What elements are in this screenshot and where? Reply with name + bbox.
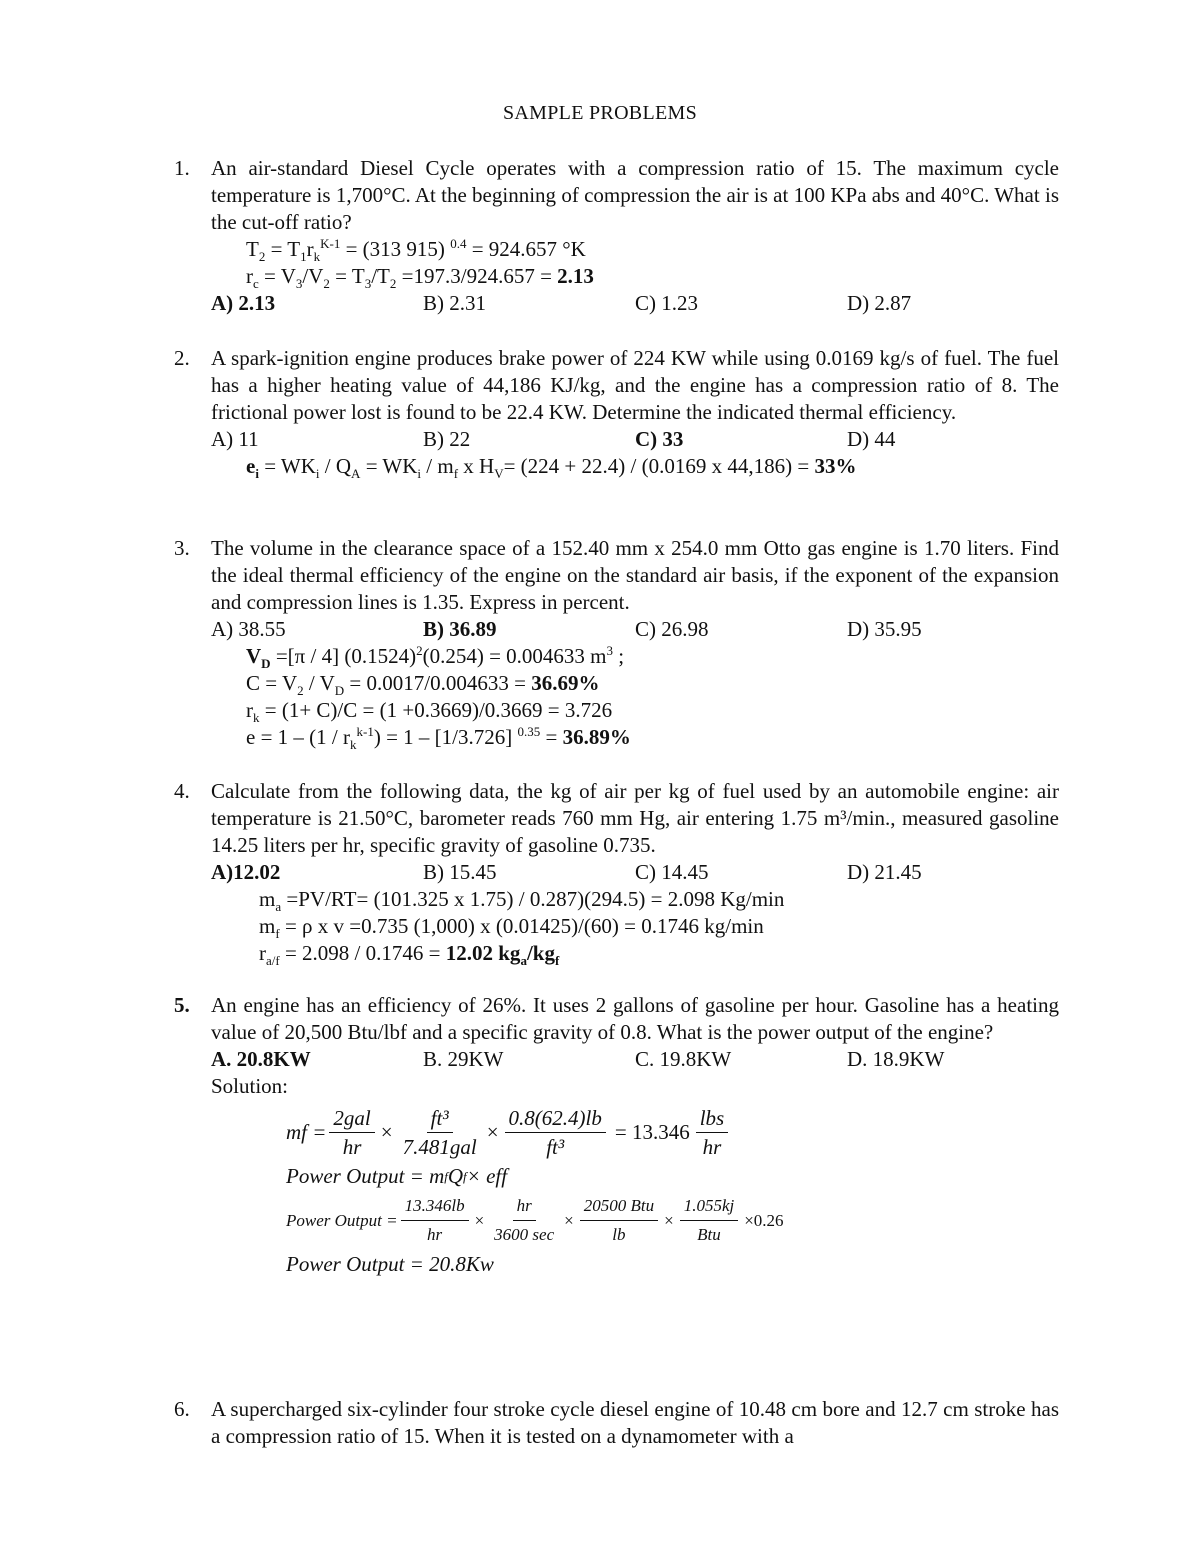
solution-line: $C = V_2 / V_D = 0.0017/0.004633 = 36.69\%$ [246,671,600,699]
choice-a: A)12.02 [211,860,281,884]
solution-line: $T_2 = T_1r_k^{K-1} = (313$ 915) $^{0.4}$ = 924.657 °K [246,236,586,265]
choice-d: D) 44 [847,427,896,451]
choice-c: C) 1.23 [635,291,698,315]
problem-2 [174,345,1059,480]
problem-3 [174,535,1059,751]
problem-text: A supercharged six-cylinder four stroke cycle diesel engine of 10.48 cm bore and 12.7 cm stroke has a compression ratio of 15. When it is tested on a dynamometer with a [211,1397,1059,1448]
answer-choices [211,426,1059,453]
choice-c: C) 14.45 [635,860,709,884]
choice-c: C) 33 [635,427,684,451]
solution-line: $r_{a/f} = 2.098 / 0.1746 = 12.02$ $kg_a/kg_f$ [259,941,560,969]
choice-b: B) 15.45 [423,860,497,884]
choice-b: B) 22 [423,427,471,451]
problem-number: 4. [174,779,190,803]
answer-choices [211,616,1059,643]
problem-text: An air-standard Diesel Cycle operates with a compression ratio of 15. The maximum cycle temperature is 1,700°C. At the beginning of compression the air is at 100 KPa abs and 40°C. What is the cut-off ratio? [211,156,1059,234]
power-output-result: Power Output = 20.8Kw [286,1252,494,1276]
choice-a: A) 38.55 [211,617,286,641]
solution-line: $r_k = (1+ C)/C = (1 +0.3669)/0.3669 = 3.726$ [246,698,613,726]
problem-text: Calculate from the following data, the kg of air per kg of fuel used by an automobile engine: air temperature is 21.50°C, barometer reads 760 mm Hg, air entering 1.75 m³/min., measured gasoline 14.25 liters per hr, specific gravity of gasoline 0.735. [211,779,1059,857]
solution-line: $e = 1 - (1 / r_k^{k-1}) = 1 - [1/3.726] ^{0.35} = 36.89\%$ [246,724,631,753]
problem-number: 5. [174,993,190,1017]
choice-a: A. 20.8KW [211,1047,311,1071]
choice-a: A) 2.13 [211,291,276,315]
problem-text: An engine has an efficiency of 26%. It uses 2 gallons of gasoline per hour. Gasoline has a heating value of 20,500 Btu/lbf and a specific gravity of 0.8. What is the power output of the engine? [211,993,1059,1044]
choice-d: D) 35.95 [847,617,922,641]
solution-line: $m_a =PV/RT= (101.325$ x 1.75) / 0.287)(294.5) = 2.098 Kg/min [259,887,785,915]
problem-4 [174,778,1059,967]
answer-choices [211,859,1059,886]
choice-c: C. 19.8KW [635,1047,732,1071]
choice-a: A) 11 [211,427,259,451]
page-title: SAMPLE PROBLEMS [503,102,697,124]
solution-label: Solution: [211,1074,289,1098]
power-output-formula: Power Output = m f Q f × eff [286,1164,508,1188]
problem-number: 1. [174,156,190,180]
answer-choices [211,290,1059,317]
choice-c: C) 26.98 [635,617,709,641]
choice-d: D) 21.45 [847,860,922,884]
problem-5 [174,992,1059,1278]
problem-6 [174,1396,1059,1450]
problem-number: 3. [174,536,190,560]
choice-d: D. 18.9KW [847,1047,945,1071]
problem-text: The volume in the clearance space of a 152.40 mm x 254.0 mm Otto gas engine is 1.70 liters. Find the ideal thermal efficiency of the engine on the standard air basis, if the exponent of the expansion and compression lines is 1.35. Express in percent. [211,536,1059,614]
choice-b: B) 2.31 [423,291,486,315]
solution-line: $e_i = WK_i / Q_A = WK_i / m_f$ x $H_V= (224 + 22.4) / (0.0169$ x 44,186) = 33% [246,454,857,482]
problem-1 [174,155,1059,317]
problem-text: A spark-ignition engine produces brake power of 224 KW while using 0.0169 kg/s of fuel. The fuel has a higher heating value of 44,186 KJ/kg, and the engine has a compression ratio of 8. The frictional power lost is found to be 22.4 KW. Determine the indicated thermal efficiency. [211,346,1059,424]
choice-b: B. 29KW [423,1047,504,1071]
problem-number: 2. [174,346,190,370]
solution-line: $m_f = \rho$ x v =0.735 (1,000) x (0.01425)/(60) = 0.1746 kg/min [259,914,764,942]
mass-flow-equation: mf = $\frac{\text{2gal}}{hr}$ × $\frac{\text{ft³}}{\text{7.481gal}}$ × $\frac{0.8(62.4)lb}{\text{ft³}}$ = 13.346 $\frac{\text{lbs}}{hr}$ [286,1106,1059,1159]
solution-line: $r_c = V_3/V_2 = T_3/T_2 =197.3/924.657 = 2.13$ [246,264,594,292]
answer-choices [211,1046,1059,1073]
solution-line: $V_D =[\pi / 4] (0.1524)^2(0.254) = 0.004633$ $m^3$ ; [246,643,625,672]
power-output-equation: Power Output = $\frac{13.346lb}{hr}$ × $\frac{hr}{3600 \sec}$ × $\frac{\text{20500 Btu}}{lb}$ × $\frac{1.055kj}{\text{Btu}}$ ×0.26 [286,1196,784,1244]
choice-b: B) 36.89 [423,617,497,641]
choice-d: D) 2.87 [847,291,912,315]
problem-number: 6. [174,1397,190,1421]
